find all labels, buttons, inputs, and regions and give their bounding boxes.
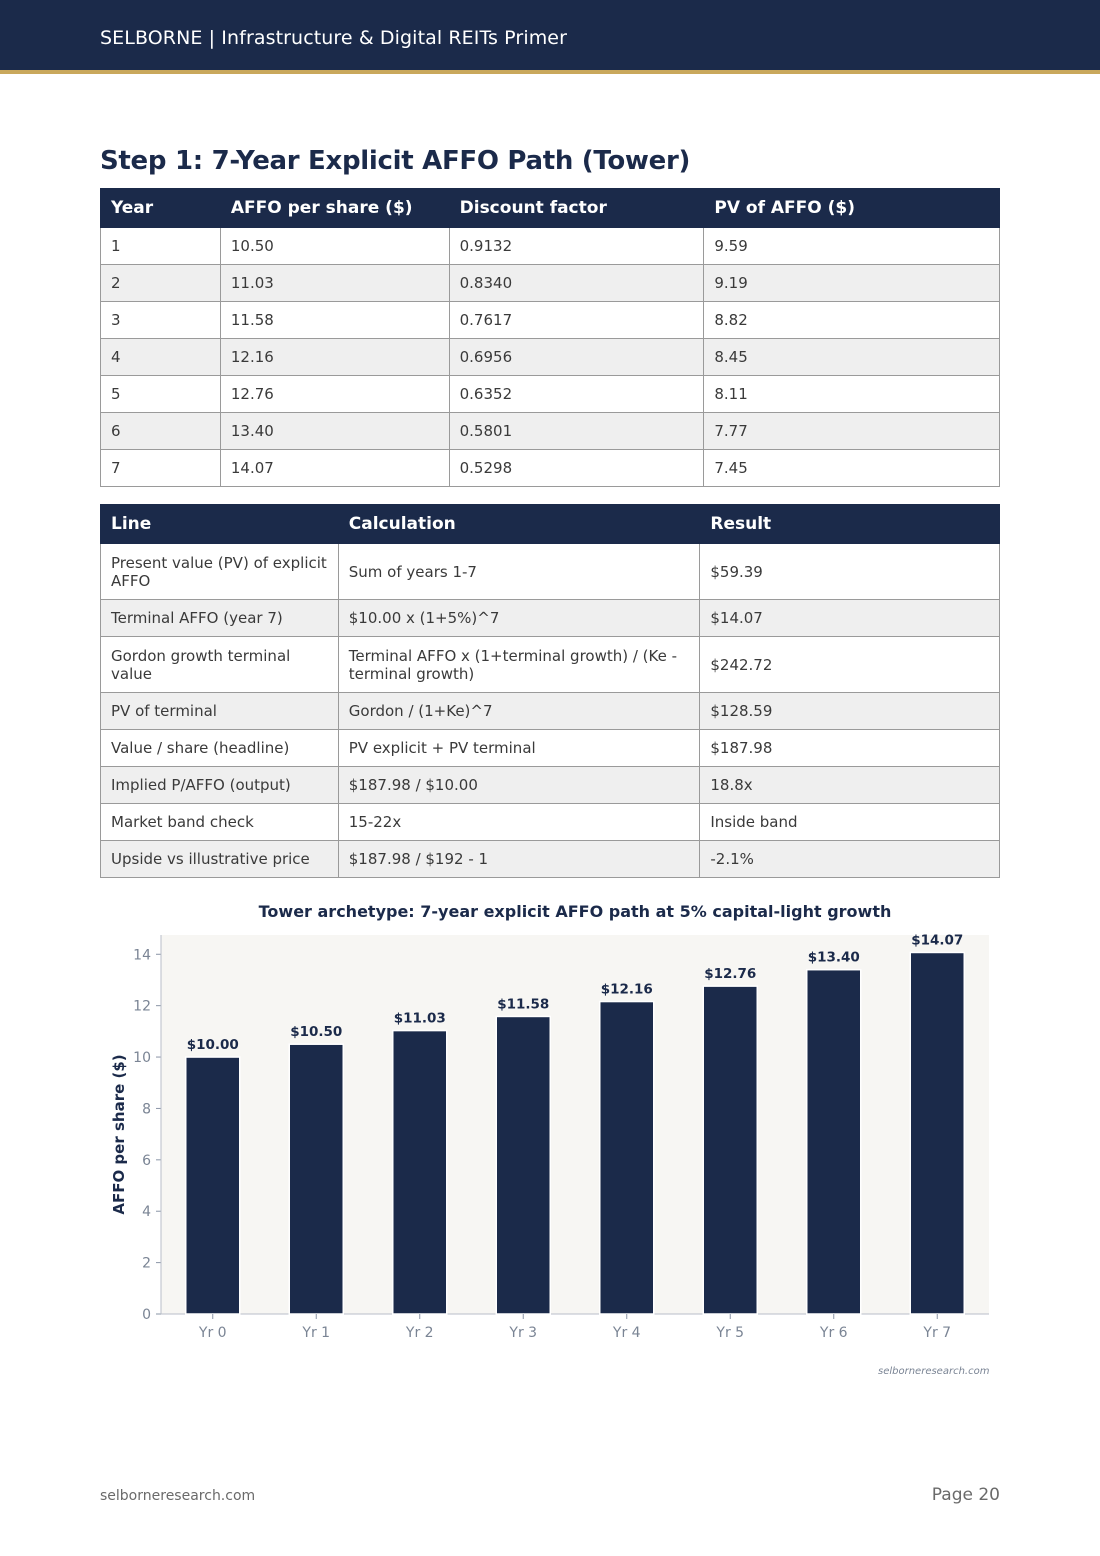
table-cell: 0.9132 [449, 228, 704, 265]
bar [289, 1044, 343, 1314]
table-cell: 1 [101, 228, 221, 265]
table-row [101, 730, 1000, 767]
column-header: Line [101, 505, 339, 544]
table-cell: 15-22x [338, 804, 700, 841]
x-tick-label: Yr 5 [716, 1325, 745, 1341]
x-tick-label: Yr 0 [198, 1325, 227, 1341]
x-tick-label: Yr 1 [302, 1325, 331, 1341]
table-row [101, 302, 1000, 339]
table-cell: 0.5298 [449, 450, 704, 487]
table-cell: $14.07 [700, 600, 1000, 637]
data-label: $13.40 [807, 949, 860, 966]
table-cell: 0.5801 [449, 413, 704, 450]
y-tick-label: 8 [142, 1101, 151, 1118]
table-cell: -2.1% [700, 841, 1000, 878]
table-cell: Terminal AFFO x (1+terminal growth) / (Ke - terminal growth) [338, 637, 700, 693]
table-cell: Value / share (headline) [101, 730, 339, 767]
table-cell: 9.19 [704, 265, 1000, 302]
column-header: AFFO per share ($) [220, 189, 449, 228]
chart-credit: selborneresearch.com [878, 1366, 990, 1377]
table-cell: 11.03 [220, 265, 449, 302]
data-label: $10.00 [186, 1037, 239, 1054]
footer-website: selborneresearch.com [100, 1488, 256, 1504]
bar [807, 970, 861, 1314]
table-cell: Gordon growth terminal value [101, 637, 339, 693]
table-cell: Market band check [101, 804, 339, 841]
table-cell: Upside vs illustrative price [101, 841, 339, 878]
column-header: Result [700, 505, 1000, 544]
table-cell: 7.45 [704, 450, 1000, 487]
y-axis-label: AFFO per share ($) [110, 1054, 128, 1215]
table-cell: 3 [101, 302, 221, 339]
table-cell: $187.98 [700, 730, 1000, 767]
table-cell: 11.58 [220, 302, 449, 339]
x-tick-label: Yr 7 [923, 1325, 952, 1341]
table-cell: 5 [101, 376, 221, 413]
table-row [101, 339, 1000, 376]
bar [703, 986, 757, 1314]
data-label: $10.50 [290, 1024, 343, 1041]
table-row [101, 376, 1000, 413]
data-label: $12.76 [704, 966, 757, 983]
table-row [101, 841, 1000, 878]
column-header: Discount factor [449, 189, 704, 228]
data-label: $11.03 [393, 1010, 446, 1027]
header-title: SELBORNE | Infrastructure & Digital REITs Primer [100, 27, 568, 49]
table-cell: 2 [101, 265, 221, 302]
table-cell: $10.00 x (1+5%)^7 [338, 600, 700, 637]
bar [393, 1031, 447, 1314]
table-cell: $128.59 [700, 693, 1000, 730]
table-row [101, 693, 1000, 730]
table-cell: Implied P/AFFO (output) [101, 767, 339, 804]
column-header: PV of AFFO ($) [704, 189, 1000, 228]
table-cell: 12.16 [220, 339, 449, 376]
table-cell: 18.8x [700, 767, 1000, 804]
table-cell: $242.72 [700, 637, 1000, 693]
chart-title: Tower archetype: 7-year explicit AFFO path at 5% capital-light growth [258, 902, 892, 921]
bar [910, 952, 964, 1314]
data-label: $12.16 [600, 981, 653, 998]
table-cell: 0.6352 [449, 376, 704, 413]
table-cell: 10.50 [220, 228, 449, 265]
table-cell: 9.59 [704, 228, 1000, 265]
table-row [101, 450, 1000, 487]
affo-path-table [100, 188, 1000, 487]
page-number: Page 20 [931, 1485, 1000, 1505]
bar [186, 1057, 240, 1314]
y-tick-label: 2 [142, 1255, 151, 1272]
table-cell: 13.40 [220, 413, 449, 450]
table-cell: $187.98 / $192 - 1 [338, 841, 700, 878]
column-header: Calculation [338, 505, 700, 544]
bar [496, 1016, 550, 1314]
table-cell: Sum of years 1-7 [338, 544, 700, 600]
x-tick-label: Yr 4 [612, 1325, 641, 1341]
table-cell: 0.7617 [449, 302, 704, 339]
table-cell: Gordon / (1+Ke)^7 [338, 693, 700, 730]
data-label: $14.07 [911, 932, 964, 949]
table-cell: $187.98 / $10.00 [338, 767, 700, 804]
header-bar [0, 0, 1100, 74]
data-label: $11.58 [497, 996, 550, 1013]
y-tick-label: 10 [133, 1050, 151, 1067]
table-row [101, 637, 1000, 693]
y-tick-label: 6 [142, 1152, 151, 1169]
table-header-row [101, 189, 1000, 228]
table-cell: 8.82 [704, 302, 1000, 339]
x-tick-label: Yr 6 [819, 1325, 848, 1341]
y-tick-label: 0 [142, 1307, 151, 1323]
table-cell: Inside band [700, 804, 1000, 841]
y-tick-label: 4 [142, 1204, 151, 1221]
table-row [101, 767, 1000, 804]
section-title: Step 1: 7-Year Explicit AFFO Path (Tower) [100, 146, 691, 176]
table-cell: 0.6956 [449, 339, 704, 376]
table-cell: 8.45 [704, 339, 1000, 376]
x-tick-label: Yr 3 [509, 1325, 538, 1341]
table-header-row [101, 505, 1000, 544]
table-row [101, 544, 1000, 600]
table-cell: PV explicit + PV terminal [338, 730, 700, 767]
plot-area [161, 935, 989, 1314]
y-tick-label: 14 [133, 947, 151, 964]
table-cell: Present value (PV) of explicit AFFO [101, 544, 339, 600]
table-cell: Terminal AFFO (year 7) [101, 600, 339, 637]
x-tick-label: Yr 2 [405, 1325, 434, 1341]
column-header: Year [101, 189, 221, 228]
table-row [101, 804, 1000, 841]
table-cell: PV of terminal [101, 693, 339, 730]
table-cell: 8.11 [704, 376, 1000, 413]
table-row [101, 265, 1000, 302]
table-cell: 6 [101, 413, 221, 450]
table-cell: 12.76 [220, 376, 449, 413]
table-cell: 4 [101, 339, 221, 376]
table-cell: 7 [101, 450, 221, 487]
valuation-table [100, 504, 1000, 878]
table-cell: $59.39 [700, 544, 1000, 600]
table-row [101, 413, 1000, 450]
table-cell: 7.77 [704, 413, 1000, 450]
table-cell: 14.07 [220, 450, 449, 487]
affo-bar-chart [100, 925, 1000, 1350]
y-tick-label: 12 [133, 998, 151, 1015]
table-cell: 0.8340 [449, 265, 704, 302]
bar [600, 1002, 654, 1314]
table-row [101, 600, 1000, 637]
table-row [101, 228, 1000, 265]
